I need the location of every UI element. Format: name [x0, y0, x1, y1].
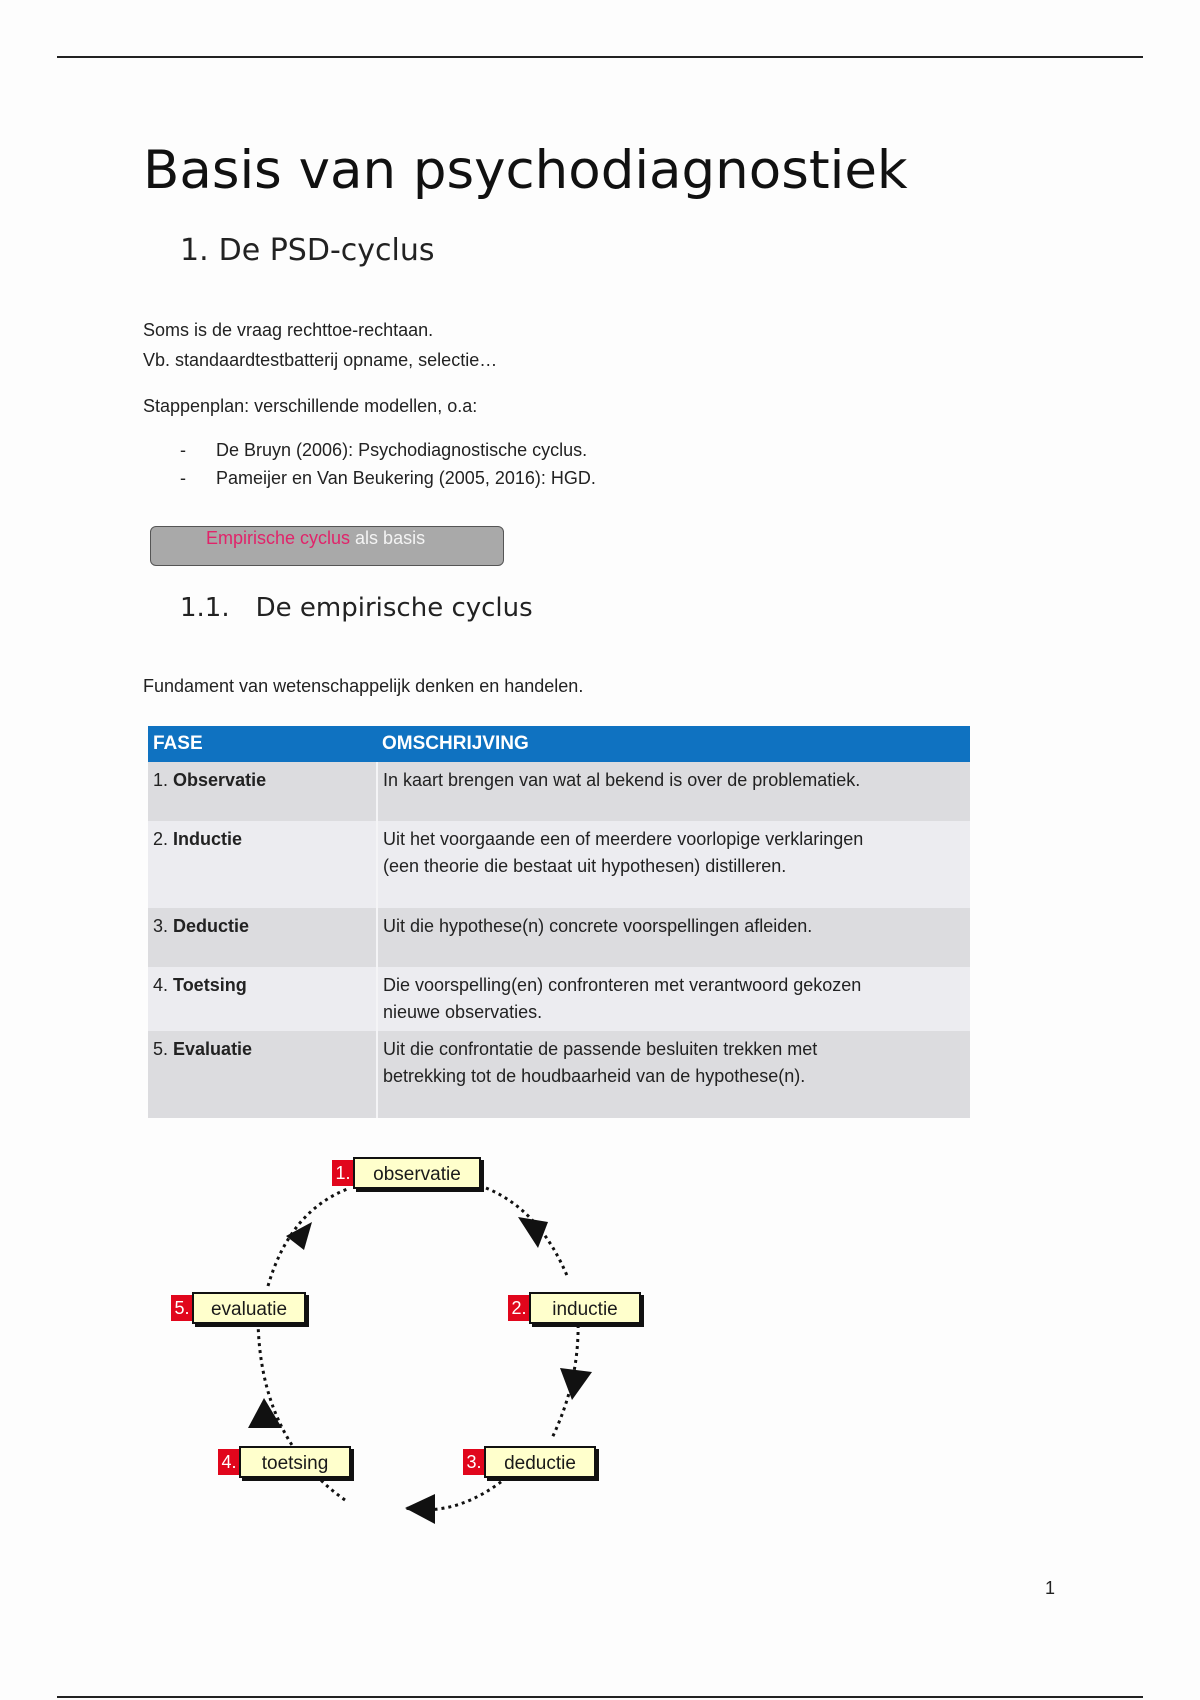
model-list [180, 440, 596, 496]
list-item-text: Pameijer en Van Beukering (2005, 2016): HGD. [216, 468, 596, 488]
subsection-heading [180, 593, 533, 623]
page-title: Basis van psychodiagnostiek [143, 140, 908, 201]
fundament-text: Fundament van wetenschappelijk denken en handelen. [143, 676, 584, 696]
node-evaluatie: evaluatie [192, 1292, 306, 1324]
description-line: (een theorie die bestaat uit hypothesen) distilleren. [383, 856, 787, 876]
phase-name: Inductie [173, 829, 243, 849]
node-inductie: inductie [529, 1292, 641, 1324]
empirical-cycle-diagram [160, 1140, 660, 1540]
table-row [148, 821, 970, 908]
description-cell [377, 967, 970, 1031]
phase-cell [148, 762, 377, 821]
phase-cell [148, 908, 377, 967]
list-item [180, 440, 596, 468]
step-badge: 3. [463, 1449, 485, 1475]
phase-name: Deductie [173, 916, 250, 936]
column-header-fase: FASE [148, 726, 377, 762]
arrow-head [518, 1217, 548, 1248]
description-cell [377, 1031, 970, 1118]
description-line: Uit het voorgaande een of meerdere voorlopige verklaringen [383, 829, 864, 849]
description-cell [377, 908, 970, 967]
step-badge: 5. [171, 1295, 193, 1321]
arc-observatie-inductie [486, 1188, 568, 1278]
section-number: 1. [180, 233, 209, 268]
bottom-rule [57, 1696, 1143, 1698]
callout-rest: als basis [350, 528, 426, 548]
list-item-text: De Bruyn (2006): Psychodiagnostische cyclus. [216, 440, 588, 460]
table-row [148, 908, 970, 967]
phase-cell [148, 821, 377, 908]
phase-name: Evaluatie [173, 1039, 253, 1059]
subsection-number: 1.1. [180, 593, 230, 623]
section-title: De PSD-cyclus [218, 233, 435, 268]
column-header-omschrijving: OMSCHRIJVING [377, 726, 970, 762]
node-observatie: observatie [353, 1157, 481, 1189]
arrow-head [405, 1494, 435, 1524]
phase-number: 4. [153, 975, 169, 995]
steps-intro: Stappenplan: verschillende modellen, o.a: [143, 396, 478, 416]
phase-number: 1. [153, 770, 169, 790]
description-line: In kaart brengen van wat al bekend is over de problematiek. [383, 770, 861, 790]
description-cell [377, 821, 970, 908]
phase-name: Toetsing [173, 975, 247, 995]
table-row [148, 1031, 970, 1118]
phase-number: 2. [153, 829, 169, 849]
description-line: betrekking tot de houdbaarheid van de hypothese(n). [383, 1066, 806, 1086]
phase-number: 3. [153, 916, 169, 936]
page-number: 1 [1045, 1578, 1056, 1598]
table-row [148, 762, 970, 821]
subsection-title: De empirische cyclus [255, 593, 533, 623]
callout-highlight: Empirische cyclus [206, 528, 351, 548]
description-line: nieuwe observaties. [383, 1002, 543, 1022]
description-line: Uit die confrontatie de passende besluiten trekken met [383, 1039, 818, 1059]
description-line: Uit die hypothese(n) concrete voorspellingen afleiden. [383, 916, 813, 936]
description-cell [377, 762, 970, 821]
node-deductie: deductie [484, 1446, 596, 1478]
intro-line-2: Vb. standaardtestbatterij opname, selectie… [143, 350, 498, 370]
step-badge: 4. [218, 1449, 240, 1475]
arc-evaluatie-observatie [268, 1188, 350, 1286]
phase-cell [148, 1031, 377, 1118]
description-line: Die voorspelling(en) confronteren met verantwoord gekozen [383, 975, 862, 995]
intro-line-1: Soms is de vraag rechttoe-rechtaan. [143, 320, 434, 340]
phase-number: 5. [153, 1039, 169, 1059]
node-toetsing: toetsing [239, 1446, 351, 1478]
arrow-head [286, 1222, 312, 1250]
top-rule [57, 56, 1143, 58]
table-row [148, 967, 970, 1031]
phase-name: Observatie [173, 770, 267, 790]
list-item [180, 468, 596, 496]
cycle-arrows [160, 1140, 660, 1540]
bullet-dash: - [180, 440, 186, 460]
empirical-cycle-callout [150, 526, 504, 566]
phase-table [148, 726, 970, 1118]
arrow-head [560, 1368, 592, 1400]
bullet-dash: - [180, 468, 186, 488]
step-badge: 2. [508, 1295, 530, 1321]
table-header-row [148, 726, 970, 762]
phase-cell [148, 967, 377, 1031]
section-heading [180, 233, 435, 268]
step-badge: 1. [332, 1160, 354, 1186]
